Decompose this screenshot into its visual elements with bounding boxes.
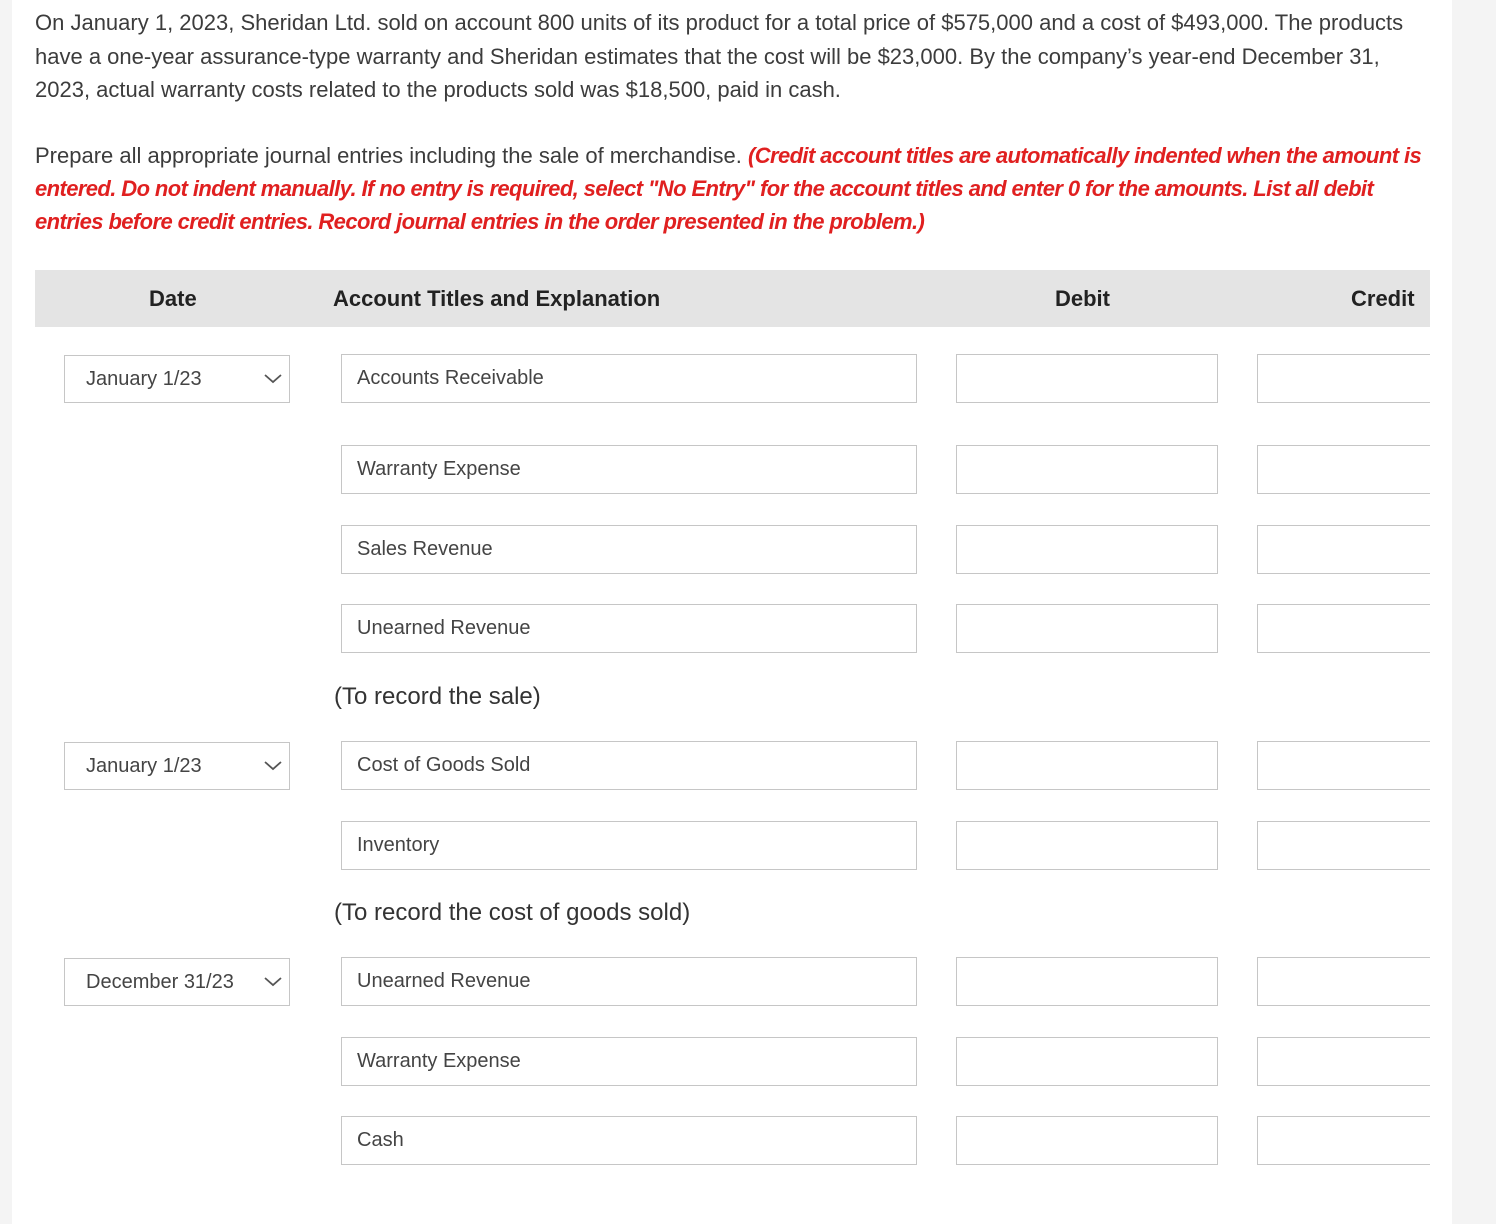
entry-2-memo: (To record the cost of goods sold) — [334, 899, 691, 926]
chevron-down-icon — [263, 370, 283, 388]
entry-2-line-2-account[interactable]: Inventory — [341, 821, 917, 870]
entry-2-line-1-account[interactable]: Cost of Goods Sold — [341, 741, 917, 790]
debit-column-header: Debit — [1055, 286, 1110, 311]
entry-2-date-value: January 1/23 — [86, 755, 202, 777]
entry-3-date-value: December 31/23 — [86, 971, 234, 993]
entry-3-date-select[interactable] — [64, 958, 290, 1006]
instructions-note: (Credit account titles are automatically indented when the amount is entered. Do not indent manually. If no entry is required, select "No Entry" for the account titles and enter 0 for the amounts. List all debit entries before credit entries. Record journal entries in the order presented in the problem.) — [35, 143, 1422, 234]
entry-1-line-4-account[interactable]: Unearned Revenue — [341, 604, 917, 653]
entry-1-line-1-account[interactable]: Accounts Receivable — [341, 354, 917, 403]
entry-3-line-2-account[interactable]: Warranty Expense — [341, 1037, 917, 1086]
entry-1-line-1-debit-input[interactable] — [956, 354, 1218, 403]
instructions — [35, 139, 1435, 238]
entry-3-line-3-account[interactable]: Cash — [341, 1116, 917, 1165]
entry-1-line-3-debit-input[interactable] — [956, 525, 1218, 574]
entry-1-line-1-credit-input[interactable] — [1257, 354, 1430, 403]
entry-1-line-2-debit-input[interactable] — [956, 445, 1218, 494]
entry-1-line-2-credit-input[interactable] — [1257, 445, 1430, 494]
chevron-down-icon — [263, 757, 283, 775]
entry-1-line-4-debit-input[interactable] — [956, 604, 1218, 653]
entry-2-line-1-debit-input[interactable] — [956, 741, 1218, 790]
credit-column-header: Credit — [1351, 286, 1415, 311]
entry-3-line-3-debit-input[interactable] — [956, 1116, 1218, 1165]
account-column-header: Account Titles and Explanation — [333, 286, 661, 311]
entry-2-line-1-credit-input[interactable] — [1257, 741, 1430, 790]
entry-2-line-2-debit-input[interactable] — [956, 821, 1218, 870]
entry-1-date-value: January 1/23 — [86, 368, 202, 390]
entry-3-line-1-account[interactable]: Unearned Revenue — [341, 957, 917, 1006]
journal-table-header — [35, 270, 1430, 327]
problem-statement: On January 1, 2023, Sheridan Ltd. sold on account 800 units of its product for a total price of $575,000 and a cost of $493,000. The products have a one-year assurance-type warranty and Sheridan estimates that the cost will be $23,000. By the company’s year-end December 31, 2023, actual warranty costs related to the products sold was $18,500, paid in cash. — [35, 10, 1404, 102]
entry-1-line-3-credit-input[interactable] — [1257, 525, 1430, 574]
entry-3-line-2-credit-input[interactable] — [1257, 1037, 1430, 1086]
entry-1-line-4-credit-input[interactable] — [1257, 604, 1430, 653]
entry-1-line-3-account[interactable]: Sales Revenue — [341, 525, 917, 574]
entry-1-line-2-account[interactable]: Warranty Expense — [341, 445, 917, 494]
entry-3-line-3-credit-input[interactable] — [1257, 1116, 1430, 1165]
entry-2-date-select[interactable] — [64, 742, 290, 790]
entry-1-date-select[interactable] — [64, 355, 290, 403]
chevron-down-icon — [263, 973, 283, 991]
entry-1-memo: (To record the sale) — [334, 683, 541, 710]
entry-3-line-1-debit-input[interactable] — [956, 957, 1218, 1006]
date-column-header: Date — [149, 286, 197, 311]
entry-2-line-2-credit-input[interactable] — [1257, 821, 1430, 870]
entry-3-line-2-debit-input[interactable] — [956, 1037, 1218, 1086]
instructions-lead: Prepare all appropriate journal entries including the sale of merchandise. — [35, 143, 742, 168]
entry-3-line-1-credit-input[interactable] — [1257, 957, 1430, 1006]
